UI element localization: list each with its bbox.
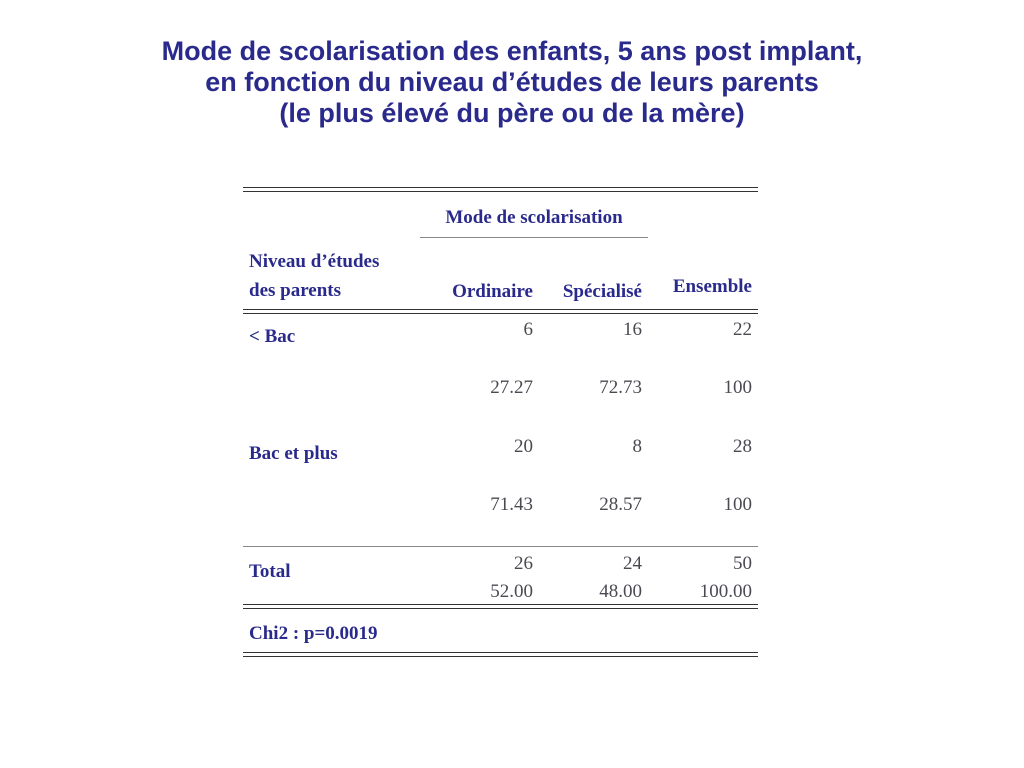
cell-percent: 72.73: [599, 377, 642, 398]
row-label-total: Total: [249, 561, 291, 582]
cell-count: 28: [733, 436, 752, 457]
slide-title: [0, 36, 1024, 129]
cell-count: 8: [632, 436, 642, 457]
title-line-2: en fonction du niveau d’études de leurs parents: [205, 67, 819, 97]
group-header: Mode de scolarisation: [445, 207, 623, 228]
total-percent: 48.00: [599, 581, 642, 602]
cell-percent: 71.43: [490, 494, 533, 515]
cell-count: 16: [623, 319, 642, 340]
row-label-bac-et-plus: Bac et plus: [249, 443, 338, 464]
cell-percent: 28.57: [599, 494, 642, 515]
column-header-specialise: Spécialisé: [562, 281, 642, 302]
header-bottom-rule: [243, 309, 758, 314]
cell-count: 22: [733, 319, 752, 340]
total-percent: 100.00: [699, 581, 752, 602]
column-header-ordinaire: Ordinaire: [452, 281, 533, 302]
table-top-rule: [243, 187, 758, 192]
total-bottom-rule: [243, 604, 758, 609]
total-count: 24: [623, 553, 642, 574]
total-count: 50: [733, 553, 752, 574]
row-header-line-1: Niveau d’études: [249, 251, 380, 272]
chi2-footer: Chi2 : p=0.0019: [249, 623, 378, 644]
row-label-bac-moins: < Bac: [249, 326, 296, 347]
total-top-rule: [243, 546, 758, 547]
cell-percent: 100: [723, 377, 752, 398]
table-bottom-rule: [243, 652, 758, 657]
column-header-ensemble: Ensemble: [672, 276, 752, 297]
cell-percent: 27.27: [490, 377, 533, 398]
total-count: 26: [514, 553, 533, 574]
cell-count: 20: [514, 436, 533, 457]
cell-count: 6: [523, 319, 533, 340]
cell-percent: 100: [723, 494, 752, 515]
title-line-1: Mode de scolarisation des enfants, 5 ans post implant,: [161, 36, 863, 66]
total-percent: 52.00: [490, 581, 533, 602]
row-header-line-2: des parents: [249, 280, 342, 301]
title-line-3: (le plus élevé du père ou de la mère): [279, 98, 745, 128]
group-header-underline: [420, 237, 648, 238]
